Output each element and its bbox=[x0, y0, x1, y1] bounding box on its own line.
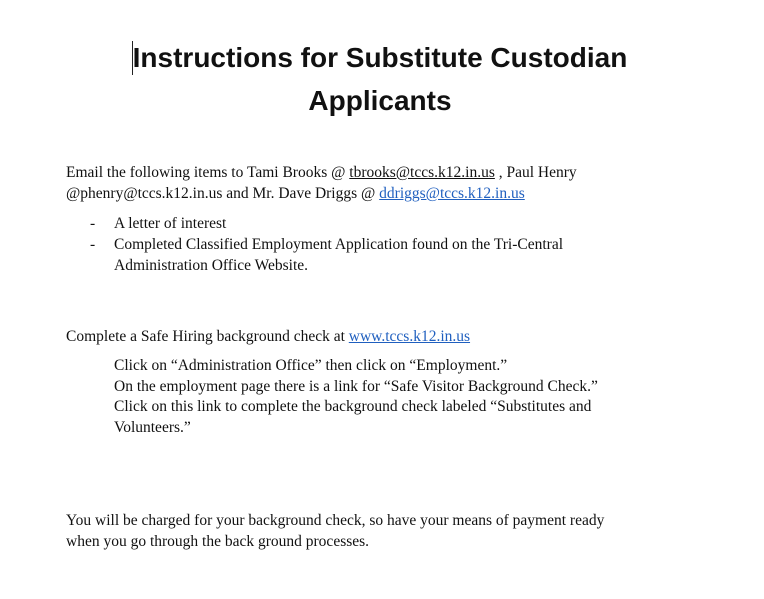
items-list bbox=[88, 213, 648, 276]
payment-note-line-2: when you go through the back ground processes. bbox=[66, 533, 370, 550]
payment-note-line-1: You will be charged for your background check, so have your means of payment ready bbox=[66, 512, 605, 529]
title-line-2: Applicants bbox=[308, 85, 452, 116]
list-dash: - bbox=[90, 215, 96, 232]
website-link[interactable]: www.tccs.k12.in.us bbox=[348, 328, 471, 345]
list-item bbox=[88, 213, 648, 234]
background-check-steps bbox=[114, 356, 674, 438]
page-title bbox=[60, 36, 700, 122]
list-item bbox=[88, 234, 648, 276]
step-line: Volunteers.” bbox=[114, 418, 191, 436]
step-line: On the employment page there is a link for “Safe Visitor Background Check.” bbox=[114, 377, 598, 395]
title-line-1: Instructions for Substitute Custodian bbox=[132, 42, 628, 73]
email-text-before: Email the following items to Tami Brooks @ bbox=[66, 164, 350, 181]
background-text: Complete a Safe Hiring background check at bbox=[66, 328, 349, 345]
email-link-ddriggs[interactable]: ddriggs@tccs.k12.in.us bbox=[379, 185, 525, 202]
list-item-text-cont: Administration Office Website. bbox=[114, 257, 309, 274]
step-line: Click on this link to complete the background check labeled “Substitutes and bbox=[114, 398, 592, 415]
list-item-text: A letter of interest bbox=[114, 215, 227, 232]
email-text-middle-1: , Paul Henry bbox=[494, 164, 577, 181]
email-text-middle-2: @phenry@tccs.k12.in.us and Mr. Dave Driggs @ bbox=[66, 185, 380, 202]
email-instructions bbox=[66, 162, 686, 204]
email-link-tbrooks[interactable]: tbrooks@tccs.k12.in.us bbox=[349, 164, 495, 181]
step-line: Click on “Administration Office” then click on “Employment.” bbox=[114, 357, 508, 374]
payment-note bbox=[66, 510, 726, 552]
list-dash: - bbox=[90, 236, 96, 253]
background-check-instructions bbox=[66, 326, 686, 347]
list-item-text: Completed Classified Employment Application found on the Tri-Central bbox=[114, 236, 564, 253]
